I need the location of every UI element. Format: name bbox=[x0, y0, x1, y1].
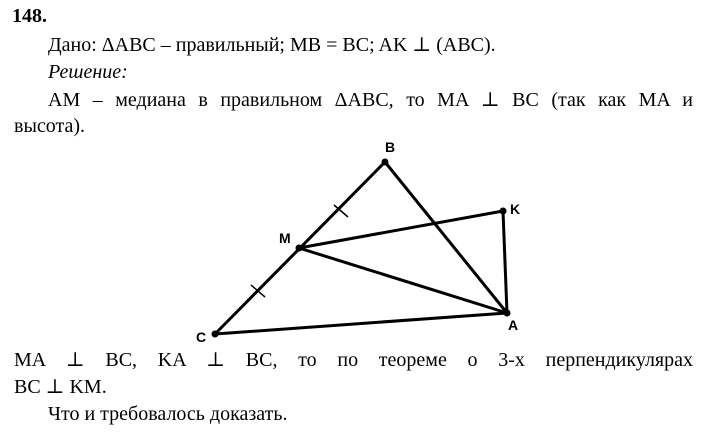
solution-text-line-2: высота). bbox=[14, 115, 86, 137]
conclusion: Что и требовалось доказать. bbox=[48, 403, 288, 425]
solution-label: Решение: bbox=[48, 61, 128, 83]
proof-text-line-1: MA ⊥ BC, KA ⊥ BC, то по теореме о 3-х перпендикулярах bbox=[14, 349, 693, 371]
point-M bbox=[296, 245, 303, 252]
label-B: B bbox=[385, 139, 396, 155]
label-A: A bbox=[508, 317, 519, 333]
point-C bbox=[212, 331, 219, 338]
label-K: K bbox=[510, 201, 521, 217]
given-statement: Дано: ΔABC – правильный; MB = BC; AK ⊥ (ABC). bbox=[48, 34, 496, 56]
label-C: C bbox=[196, 329, 207, 345]
proof-text-line-2: BC ⊥ KM. bbox=[14, 376, 107, 398]
point-A bbox=[504, 310, 511, 317]
solution-text-line-1: AM – медиана в правильном ΔABC, то MA ⊥ BC (так как MA и bbox=[48, 89, 693, 111]
segment-CA bbox=[215, 313, 507, 334]
problem-number: 148. bbox=[12, 5, 47, 27]
point-K bbox=[500, 208, 507, 215]
geometry-figure bbox=[180, 130, 540, 350]
label-M: M bbox=[279, 230, 291, 246]
segment-KA bbox=[503, 211, 507, 313]
point-B bbox=[382, 159, 389, 166]
segment-BA bbox=[385, 162, 507, 313]
segment-MA bbox=[299, 248, 507, 313]
